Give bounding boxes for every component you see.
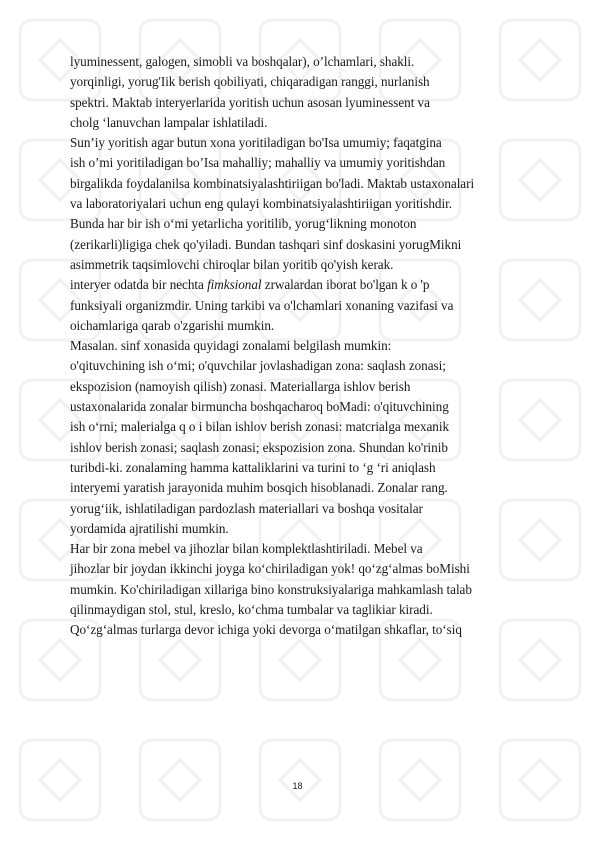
page-number: 18 (292, 781, 303, 791)
text-line: lyuminessent, galogen, simobli va boshqalar), o’lchamlari, shakli. (70, 54, 415, 69)
text-line: funksiyali organizmdir. Uning tarkibi va o'lchamlari xonaning vazifasi va (70, 297, 454, 313)
text-segment: interyer odatda bir nechta (70, 277, 208, 293)
document-body (70, 52, 540, 641)
text-line: jihozlar bir joydan ikkinchi joyga ko‘chiriladigan yok! qo‘zg‘almas boMishi (70, 561, 470, 577)
text-line: yorug‘iik, ishlatiladigan pardozlash materiallari va boshqa vositalar (70, 500, 423, 516)
text-line: o'qituvchining ish o‘mi; o'quvchilar jovlashadigan zona: saqlash zonasi; (70, 358, 446, 374)
text-line: qilinmaydigan stol, stul, kreslo, ko‘chma tumbalar va taglikiar kiradi. (70, 602, 433, 618)
text-line: asimmetrik taqsimlovchi chiroqlar bilan yoritib qo'yish kerak. (70, 256, 394, 272)
text-line: ishlov berish zonasi; saqlash zonasi; ekspozision zona. Shundan ko'rinib (70, 439, 448, 455)
text-line: Bunda har bir ish o‘mi yetarlicha yoritilib, yorug‘likning monoton (70, 216, 417, 232)
text-line: ustaxonalarida zonalar birmuncha boshqacharoq boMadi: o'qituvchining (70, 399, 449, 415)
text-line: spektri. Maktab interyerlarida yoritish uchun asosan lyuminessent va (70, 94, 430, 110)
text-line: ish o‘rni; malerialga q o i bilan ishlov berish zonasi: matcrialga mexanik (70, 419, 450, 435)
text-line: yorqinligi, yorug'Iik berish qobiliyati, chiqaradigan ranggi, nurlanish (70, 74, 430, 90)
text-line: Sun’iy yoritish agar butun xona yoritiladigan bo'Isa umumiy; faqatgina (70, 135, 442, 151)
text-line: (zerikarli)ligiga chek qo'yiladi. Bundan tashqari sinf doskasini yorugMikni (70, 236, 462, 252)
text-line: oichamlariga qarab o'zgarishi mumkin. (70, 317, 275, 333)
text-line: cholg ‘lanuvchan lampalar ishlatiladi. (70, 114, 268, 130)
text-line: ish o’mi yoritiladigan bo’Isa mahalliy; mahalliy va umumiy yoritishdan (70, 155, 446, 171)
text-line: Qo‘zg‘almas turlarga devor ichiga yoki devorga o‘matilgan shkaflar, to‘siq (70, 622, 462, 638)
text-line: ekspozision (namoyish qilish) zonasi. Materiallarga ishlov berish (70, 378, 411, 394)
italic-term: fimksional (207, 277, 262, 293)
text-line-with-italic (70, 275, 540, 295)
text-line: turibdi-ki. zonalaming hamma kattaliklarini va turini to ‘g ‘ri aniqlash (70, 459, 436, 475)
text-line: va laboratoriyalari uchun eng qulayi kombinatsiyalashtiriigan yoritishdir. (70, 196, 452, 212)
text-segment: zrwalardan iborat bo'lgan k o 'p (261, 277, 430, 293)
text-line: yordamida ajratilishi mumkin. (70, 520, 229, 536)
text-line: interyemi yaratish jarayonida muhim bosqich hisoblanadi. Zonalar rang. (70, 480, 448, 496)
text-line: Har bir zona mebel va jihozlar bilan komplektlashtiriladi. Mebel va (70, 541, 423, 557)
text-line: birgalikda foydalanilsa kombinatsiyalashtiriigan bo'ladi. Maktab ustaxonalari (70, 175, 475, 191)
text-line: Masalan. sinf xonasida quyidagi zonalami belgilash mumkin: (70, 338, 392, 354)
text-line: mumkin. Ko'chiriladigan xillariga bino konstruksiyalariga mahkamlash talab (70, 581, 472, 597)
